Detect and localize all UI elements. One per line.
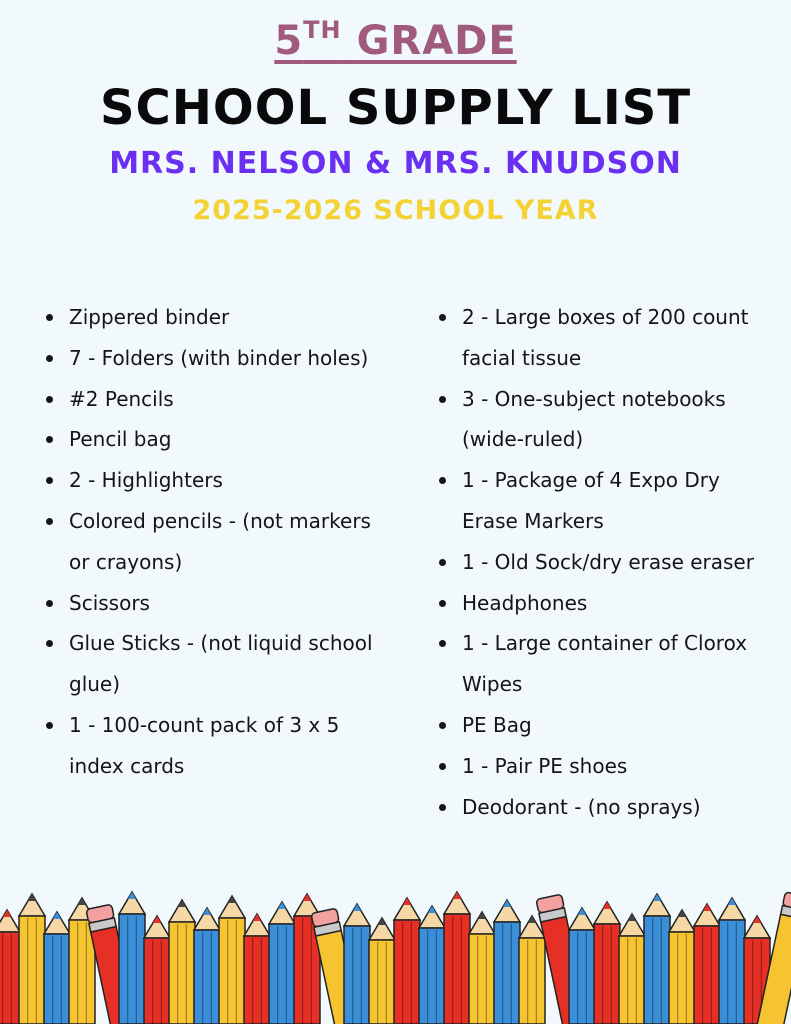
supply-item: 1 - Pair PE shoes	[439, 746, 779, 787]
pencil-icon	[694, 904, 720, 1024]
pencil-icon	[269, 902, 295, 1024]
pencil-icon	[719, 898, 745, 1024]
pencil-icon	[644, 894, 670, 1024]
pencil-icon	[444, 892, 470, 1024]
pencil-icon	[194, 908, 220, 1024]
pencil-icon	[119, 892, 145, 1024]
supply-item: 1 - Package of 4 Expo Dry Erase Markers	[439, 460, 779, 542]
supply-item: 1 - Large container of Clorox Wipes	[439, 623, 779, 705]
pencil-icon	[0, 910, 20, 1024]
school-year: 2025-2026 SCHOOL YEAR	[192, 195, 599, 226]
supply-item: Headphones	[439, 583, 779, 624]
pencil-icon	[594, 902, 620, 1024]
supply-item: 1 - Old Sock/dry erase eraser	[439, 542, 779, 583]
supply-list-left	[46, 297, 376, 787]
pencil-icon	[394, 898, 420, 1024]
supply-list-right	[439, 297, 779, 827]
supply-item: PE Bag	[439, 705, 779, 746]
pencil-icon	[169, 900, 195, 1024]
supply-item: Glue Sticks - (not liquid school glue)	[46, 623, 376, 705]
pencil-icon	[144, 916, 170, 1024]
grade-number: 5	[274, 18, 304, 64]
pencil-icon	[569, 908, 595, 1024]
pencil-icon	[219, 896, 245, 1024]
pencil-icon	[619, 914, 645, 1024]
pencil-border-decoration	[0, 880, 791, 1024]
supply-item: Colored pencils - (not markers or crayons)	[46, 501, 376, 583]
pencil-icon	[369, 918, 395, 1024]
pencil-icon	[19, 894, 45, 1024]
pencil-icon	[344, 904, 370, 1024]
pencil-icon	[669, 910, 695, 1024]
pencil-icon	[244, 914, 270, 1024]
grade-suffix: TH	[303, 16, 342, 44]
grade-word: GRADE	[356, 18, 517, 64]
supply-item: Pencil bag	[46, 419, 376, 460]
teachers-names: MRS. NELSON & MRS. KNUDSON	[109, 146, 682, 181]
supply-item: 3 - One-subject notebooks (wide-ruled)	[439, 379, 779, 461]
supply-item: Deodorant - (no sprays)	[439, 787, 779, 828]
supply-item: 2 - Highlighters	[46, 460, 376, 501]
supply-item: #2 Pencils	[46, 379, 376, 420]
supply-item: 7 - Folders (with binder holes)	[46, 338, 376, 379]
supply-item: 1 - 100-count pack of 3 x 5 index cards	[46, 705, 376, 787]
supply-item: 2 - Large boxes of 200 count facial tissue	[439, 297, 779, 379]
supply-item: Zippered binder	[46, 297, 376, 338]
pencil-icon	[494, 900, 520, 1024]
pencil-icon	[44, 912, 70, 1024]
page-title: SCHOOL SUPPLY LIST	[99, 80, 692, 136]
pencil-icon	[419, 906, 445, 1024]
pencil-icon	[519, 916, 545, 1024]
pencil-icon	[469, 912, 495, 1024]
grade-heading	[0, 18, 791, 64]
supply-item: Scissors	[46, 583, 376, 624]
